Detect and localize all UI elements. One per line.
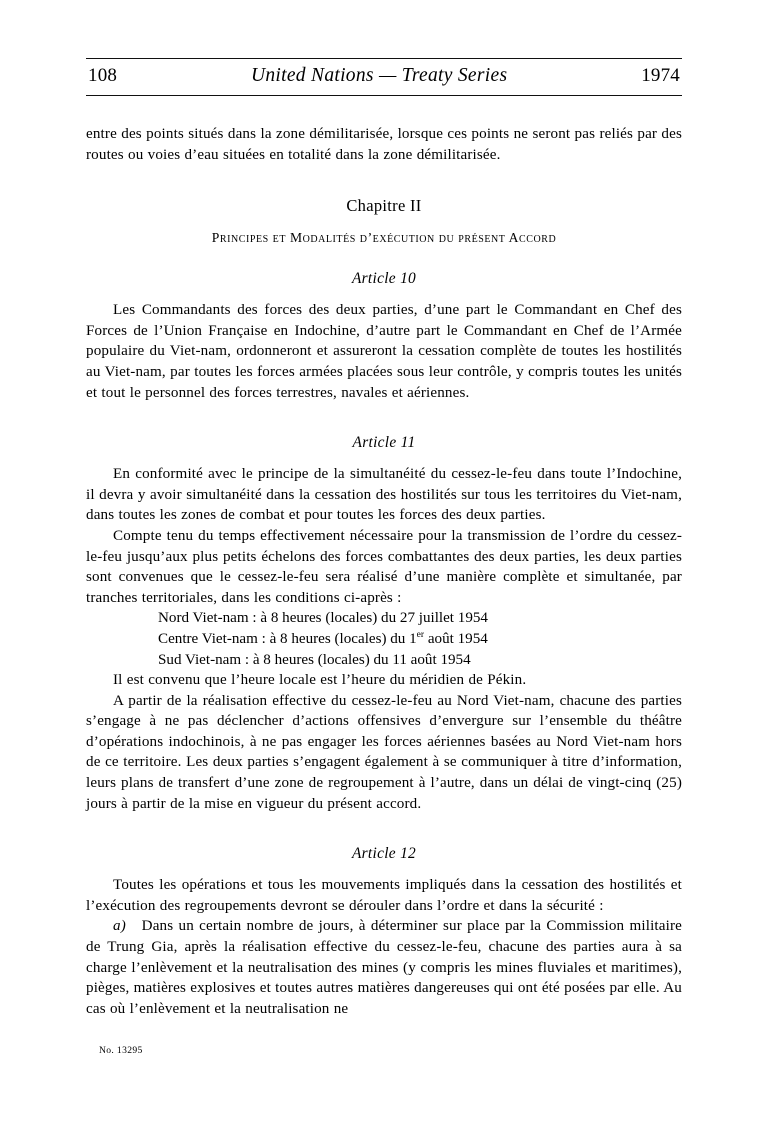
item-a-paragraph xyxy=(86,916,682,1019)
article-11-paragraph-3: Il est convenu que l’heure locale est l’heure du méridien de Pékin. xyxy=(113,672,527,689)
article-11-paragraph-2: Compte tenu du temps effectivement nécessaire pour la transmission de l’ordre du cessez-le-feu jusqu’aux plus petits échelons des forces combattantes des deux parties, les deux parties sont convenues que le cessez-le-feu sera réalisé d’une manière complète et simultanée, par tranches territoriales, dans les conditions ci-après : xyxy=(86,527,682,606)
article-11-paragraph-4: A partir de la réalisation effective du cessez-le-feu au Nord Viet-nam, chacune des parties s’engage à ne pas déclencher d’actions offensives d’envergure sur l’ensemble du théâtre d’opérations indochinois, à ne pas engager les forces aériennes basées au Nord Viet-nam hors de ce territoire. Les deux parties s’engagent également à se communiquer à titre d’information, leurs plans de transfert d’une zone de regroupement à l’autre, dans un délai de vingt-cinq (25) jours à partir de la mise en vigueur du présent accord. xyxy=(86,692,682,812)
spacer xyxy=(86,403,682,433)
spacer xyxy=(86,248,682,269)
article-12-heading: Article 12 xyxy=(351,845,417,863)
ceasefire-time-list xyxy=(86,608,682,670)
article-10-paragraph: Les Commandants des forces des deux parties, d’une part le Commandant en Chef des Forces de l’Union Française en Indochine, d’autre part le Commandant en Chef de l’Armée populaire du Viet-nam, ordonneront et assureront la cessation complète de toutes les hostilités au Viet-nam, par toutes les forces armées placées sous leur contrôle, y compris toutes les unités et tout le personnel des forces terrestres, navales et aériennes. xyxy=(86,302,682,401)
ceasefire-time-prefix: Centre Viet-nam : à 8 heures (locales) du 1 xyxy=(158,630,417,647)
ordinal-suffix: er xyxy=(416,629,425,640)
spacer xyxy=(86,165,682,195)
footer-note: No. 13295 xyxy=(99,1045,143,1056)
publication-title: United Nations — Treaty Series xyxy=(250,65,508,86)
ceasefire-time-prefix: Sud Viet-nam : à 8 heures (locales) du 11 août 1954 xyxy=(158,651,471,668)
list-item xyxy=(158,629,682,650)
ceasefire-time-suffix: août 1954 xyxy=(424,630,488,647)
spacer xyxy=(86,453,682,464)
article-12-paragraph: Toutes les opérations et tous les mouvements impliqués dans la cessation des hostilités et l’exécution des regroupements devront se dérouler dans l’ordre et dans la sécurité : xyxy=(86,877,682,914)
running-head xyxy=(86,58,682,96)
list-item xyxy=(158,608,682,629)
opening-paragraph: entre des points situés dans la zone démilitarisée, lorsque ces points ne seront pas reliés par des routes ou voies d’eau situées en totalité dans la zone démilitarisée. xyxy=(86,126,682,163)
list-item xyxy=(158,650,682,671)
chapter-subheading: Principes et Modalités d’exécution du présent Accord xyxy=(211,230,557,246)
spacer xyxy=(86,814,682,844)
spacer xyxy=(86,289,682,300)
article-10-heading: Article 10 xyxy=(351,270,417,288)
article-11-paragraph-1: En conformité avec le principe de la simultanéité du cessez-le-feu dans toute l’Indochine, il devra y avoir simultanéité dans la cessation des hostilités sur tous les territoires du Viet-nam, dans toutes les zones de combat et pour toutes les forces des deux parties. xyxy=(86,466,682,524)
chapter-heading: Chapitre II xyxy=(346,196,422,216)
publication-year: 1974 xyxy=(641,65,680,86)
item-a-text: Dans un certain nombre de jours, à déterminer sur place par la Commission militaire de Trung Gia, après la réalisation effective du cessez-le-feu, chacune des parties aura à sa charge l’enlèvement et la neutralisation des mines (y compris les mines fluviales et maritimes), pièges, matières explosives et toutes autres matières dangereuses qui ont été posées par elle. Au cas où l’enlèvement et la neutralisation ne xyxy=(86,918,682,1017)
item-a-label: a) xyxy=(113,918,126,935)
spacer xyxy=(86,217,682,228)
spacer xyxy=(86,864,682,875)
page-number: 108 xyxy=(88,65,118,86)
document-body xyxy=(86,124,682,1019)
ceasefire-time-prefix: Nord Viet-nam : à 8 heures (locales) du 27 juillet 1954 xyxy=(158,610,488,627)
article-11-heading: Article 11 xyxy=(352,434,416,452)
page-content xyxy=(86,58,682,1019)
